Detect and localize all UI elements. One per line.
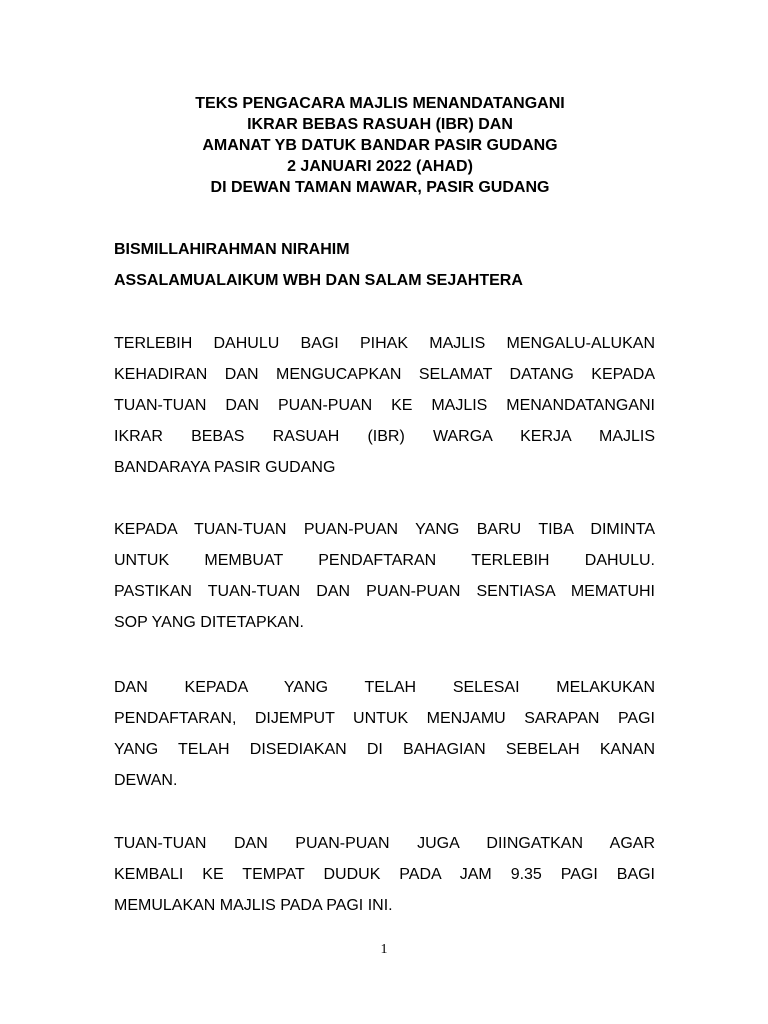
paragraph-line: TERLEBIH DAHULU BAGI PIHAK MAJLIS MENGALU-ALUKAN [114,335,655,352]
paragraph-breakfast [114,672,655,796]
paragraph-line: TUAN-TUAN DAN PUAN-PUAN JUGA DIINGATKAN AGAR [114,835,655,852]
paragraph-line: KEMBALI KE TEMPAT DUDUK PADA JAM 9.35 PAGI BAGI [114,866,655,883]
title-line: DI DEWAN TAMAN MAWAR, PASIR GUDANG [210,179,550,196]
page-number: 1 [380,942,388,957]
paragraph-registration [114,514,655,638]
document-title [80,93,680,198]
paragraph-reminder [114,828,655,921]
title-line: 2 JANUARI 2022 (AHAD) [287,158,473,175]
greeting-salam: ASSALAMUALAIKUM WBH DAN SALAM SEJAHTERA [114,272,523,289]
paragraph-line: KEHADIRAN DAN MENGUCAPKAN SELAMAT DATANG KEPADA [114,366,655,383]
paragraph-line: DAN KEPADA YANG TELAH SELESAI MELAKUKAN [114,679,655,696]
greeting-bismillah: BISMILLAHIRAHMAN NIRAHIM [114,241,350,258]
paragraph-line: KEPADA TUAN-TUAN PUAN-PUAN YANG BARU TIBA DIMINTA [114,521,655,538]
paragraph-line: BANDARAYA PASIR GUDANG [114,459,336,476]
paragraph-line: PASTIKAN TUAN-TUAN DAN PUAN-PUAN SENTIASA MEMATUHI [114,583,655,600]
title-line: IKRAR BEBAS RASUAH (IBR) DAN [247,116,513,133]
title-line: TEKS PENGACARA MAJLIS MENANDATANGANI [195,95,565,112]
paragraph-line: PENDAFTARAN, DIJEMPUT UNTUK MENJAMU SARAPAN PAGI [114,710,655,727]
paragraph-line: DEWAN. [114,772,178,789]
paragraph-line: MEMULAKAN MAJLIS PADA PAGI INI. [114,897,393,914]
paragraph-welcome [114,328,655,483]
paragraph-line: UNTUK MEMBUAT PENDAFTARAN TERLEBIH DAHULU. [114,552,655,569]
paragraph-line: TUAN-TUAN DAN PUAN-PUAN KE MAJLIS MENANDATANGANI [114,397,655,414]
title-line: AMANAT YB DATUK BANDAR PASIR GUDANG [202,137,558,154]
paragraph-line: YANG TELAH DISEDIAKAN DI BAHAGIAN SEBELAH KANAN [114,741,655,758]
paragraph-line: IKRAR BEBAS RASUAH (IBR) WARGA KERJA MAJLIS [114,428,655,445]
paragraph-line: SOP YANG DITETAPKAN. [114,614,304,631]
